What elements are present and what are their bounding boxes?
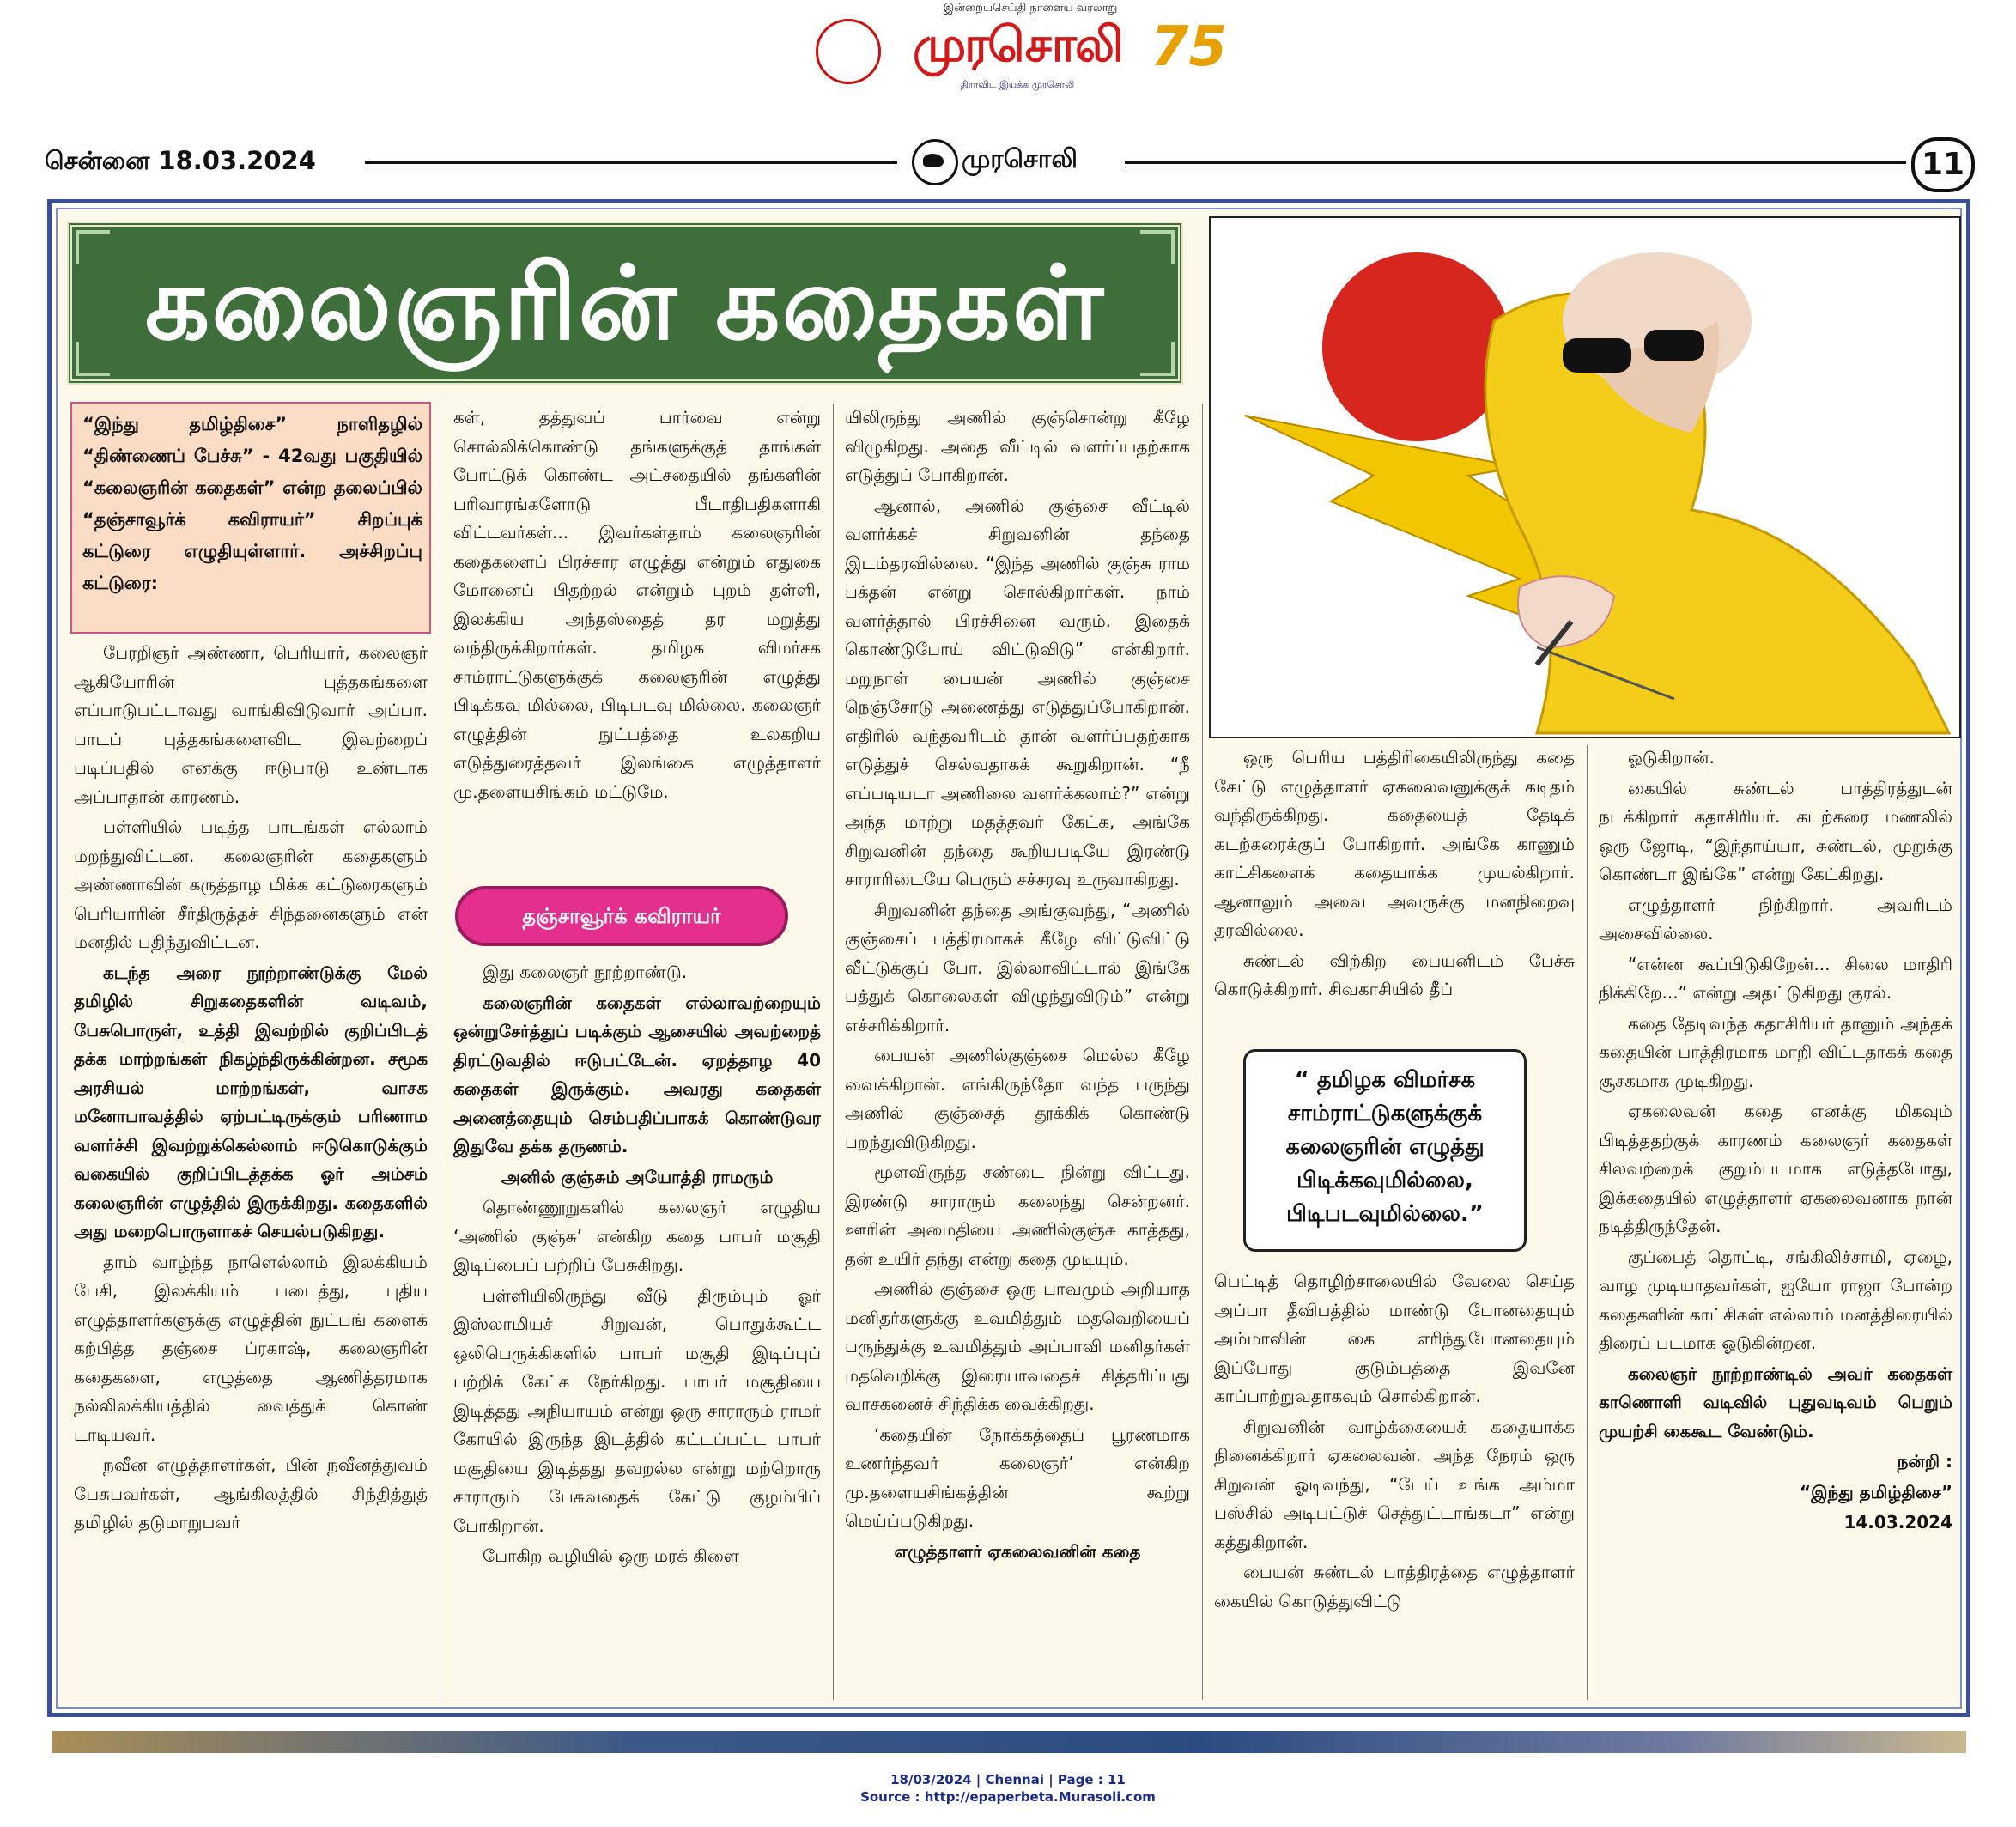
page-number: 11 — [1911, 137, 1975, 192]
paragraph: பையன் அணில்குஞ்சை மெல்ல கீழே வைக்கிறான். எங்கிருந்தோ வந்த பருந்து அணில் குஞ்சைத் தூக்கிக் கொண்டு பறந்துவிடுகிறது. — [845, 1045, 1190, 1152]
illustration-kalaignar — [1209, 216, 1961, 738]
paragraph: நவீன எழுத்தாளர்கள், பின் நவீனத்துவம் பேசுபவர்கள், ஆங்கிலத்தில் சிந்தித்துத் தமிழில் தடுமாறுபவர் — [74, 1454, 428, 1533]
masthead-subtitle: திராவிட இயக்க முரசொலி — [960, 79, 1075, 90]
paragraph: மூளவிருந்த சண்டை நின்று விட்டது. இரண்டு சாராரும் கலைந்து சென்றனர். ஊரின் அமைதியை அணில்குஞ்சு காத்தது, தன் உயிர் தந்து என்று கதை முடியும். — [845, 1162, 1190, 1269]
header-paper-name: முரசொலி — [962, 144, 1078, 174]
paragraph: குப்பைத் தொட்டி, சங்கிலிச்சாமி, ஏழை, வாழ முடியாதவர்கள், ஐயோ ராஜா போன்ற கதைகளின் காட்சிகள் எல்லாம் மனத்திரையில் திரைப் படமாக ஓடுகின்றன. — [1599, 1246, 1952, 1353]
subheading: அனில் குஞ்சும் அயோத்தி ராமரும் — [501, 1166, 774, 1187]
intro-text: “இந்து தமிழ்திசை” நாளிதழில் “திண்ணைப் பேச்சு” - 42வது பகுதியில் “கலைஞரின் கதைகள்” என்ற தலைப்பில் “தஞ்சாவூர்க் கவிராயர்” சிறப்புக் கட்டுரை எழுதியுள்ளார். அச்சிறப்பு கட்டுரை: — [82, 414, 422, 593]
article-title: கலைஞரின் கதைகள் — [144, 244, 1106, 362]
paragraph: ஆனால், அணில் குஞ்சை வீட்டில் வளர்க்கச் சிறுவனின் தந்தை இடம்தரவில்லை. “இந்த அணில் குஞ்சு ராம பக்தன் என்று சொல்கிறார்கள். நாம் வளர்த்தால் பிரச்சினை வரும். இதைக் கொண்டுபோய் விட்டுவிடு” என்கிறார். மறுநாள் பையன் அணில் குஞ்சை நெஞ்சோடு அணைத்து எடுத்துப்போகிறான். எதிரில் வந்தவரிடம் தான் வளர்ப்பதற்காக எடுத்துச் செல்வதாகக் கூறுகிறான். “நீ எப்படியடா அணிலை வளர்க்கலாம்?” என்று அந்த மாற்று மதத்தவர் கேட்க, அங்கே சிறுவனின் தந்தை கூறியபடியே இரண்டு சாராரிடையே பெரும் சச்சரவு உருவாகிறது. — [845, 495, 1190, 889]
footer-source-link[interactable]: Source : http://epaperbeta.Murasoli.com — [860, 1789, 1156, 1805]
masthead-title: முரசொலி — [913, 17, 1122, 73]
column-rule — [1587, 745, 1588, 1700]
article-column-2-top — [453, 404, 821, 808]
article-column-4-top — [1214, 744, 1575, 1006]
paragraph-bold: கடந்த அரை நூற்றாண்டுக்கு மேல் தமிழில் சிறுகதைகளின் வடிவம், பேசுபொருள், உத்தி இவற்றில் குறிப்பிடத் தக்க மாற்றங்கள் நிகழ்ந்திருக்கின்றன. சமூக அரசியல் மாற்றங்கள், வாசக மனோபாவத்தில் ஏற்பட்டிருக்கும் பரிணாம வளர்ச்சி இவற்றுக்கெல்லாம் ஈடுகொடுக்கும் வகையில் குறிப்பிடத்தக்க ஓர் அம்சம் கலைஞரின் எழுத்தில் இருக்கிறது. கதைகளில் அது மறைபொருளாகச் செயல்படுகிறது. — [74, 962, 428, 1241]
paragraph: “என்ன கூப்பிடுகிறேன்... சிலை மாதிரி நிக்கிறே...” என்று அதட்டுகிறது குரல். — [1599, 953, 1952, 1003]
credit-date: 14.03.2024 — [1843, 1512, 1952, 1533]
paragraph: போகிற வழியில் ஒரு மரக் கிளை — [483, 1545, 739, 1566]
paragraph: ஓடுகிறான். — [1628, 747, 1715, 768]
author-tag: தஞ்சாவூர்க் கவிராயர் — [455, 886, 788, 946]
masthead-tagline: இன்றையசெய்தி நாளைய வரலாறு — [943, 2, 1118, 15]
article-column-1 — [74, 639, 428, 1539]
emblem-icon — [912, 139, 958, 185]
paragraph-bold: கலைஞரின் கதைகள் எல்லாவற்றையும் ஒன்றுசேர்த்துப் படிக்கும் ஆசையில் அவற்றைத் திரட்டுவதில் ஈடுபட்டேன். ஏறத்தாழ 40 கதைகள் இருக்கும். அவரது கதைகள் அனைத்தையும் செம்பதிப்பாகக் கொண்டுவர இதுவே தக்க தருணம். — [453, 992, 821, 1156]
paragraph: சுண்டல் விற்கிற பையனிடம் பேச்சு கொடுக்கிறார். சிவகாசியில் தீப் — [1214, 950, 1575, 999]
paragraph: பேரறிஞர் அண்ணா, பெரியார், கலைஞர் ஆகியோரின் புத்தகங்களை எப்பாடுபட்டாவது வாங்கிவிடுவார் அப்பா. பாடப் புத்தகங்களைவிட இவற்றைப் படிப்பதில் எனக்கு ஈடுபாடு உண்டாக அப்பாதான் காரணம். — [74, 642, 428, 807]
credit-label: நன்றி : — [1897, 1451, 1952, 1472]
paragraph: கள், தத்துவப் பார்வை என்று சொல்லிக்கொண்டு தங்களுக்குத் தாங்கள் போட்டுக் கொண்ட அட்சதையில் தங்களின் பரிவாரங்களோடு பீடாதிபதிகளாகி விட்டவர்கள்... இவர்கள்தாம் கலைஞரின் கதைகளைப் பிரச்சார எழுத்து என்றும் எதுகை மோனைப் பிதற்றல் என்றும் புறம் தள்ளி, இலக்கிய அந்தஸ்தைத் தர மறுத்து வந்திருக்கிறார்கள். தமிழக விமர்சக சாம்ராட்டுகளுக்குக் கலைஞரின் எழுத்து பிடிக்கவு மில்லை, பிடிபடவு மில்லை. கலைஞர் எழுத்தின் நுட்பத்தை உலகறிய எடுத்துரைத்தவர் இலங்கை எழுத்தாளர் மு.தளையசிங்கம் மட்டுமே. — [453, 407, 821, 802]
paragraph: தாம் வாழ்ந்த நாளெல்லாம் இலக்கியம் பேசி, இலக்கியம் படைத்து, புதிய எழுத்தாளர்களுக்கு எழுத்தின் நுட்பங் களைக் கற்பித்த தஞ்சை ப்ரகாஷ், கலைஞரின் கதைகளை, எழுத்தை ஆணித்தரமாக நல்லிலக்கியத்தில் வைத்துக் கொண் டாடியவர். — [74, 1251, 428, 1445]
masthead-seal-icon — [816, 19, 881, 84]
footer-edition: 18/03/2024 | Chennai | Page : 11 — [890, 1772, 1126, 1788]
header-date: சென்னை 18.03.2024 — [45, 146, 316, 175]
subheading: எழுத்தாளர் ஏகலைவனின் கதை — [894, 1540, 1141, 1562]
paragraph: பெட்டித் தொழிற்சாலையில் வேலை செய்த அப்பா தீவிபத்தில் மாண்டு போனதையும் அம்மாவின் கை எரிந்துபோனதையும் இப்போது குடும்பத்தை இவனே காப்பாற்றுவதாகவும் சொல்கிறான். — [1214, 1271, 1575, 1406]
header-rule-left — [365, 161, 897, 167]
paragraph: யிலிருந்து அணில் குஞ்சொன்று கீழே விழுகிறது. அதை வீட்டில் வளர்ப்பதற்காக எடுத்துப் போகிறான். — [845, 407, 1190, 485]
pull-quote: “ தமிழக விமர்சக சாம்ராட்டுகளுக்குக் கலைஞரின் எழுத்து பிடிக்கவுமில்லை, பிடிபடவுமில்லை.” — [1243, 1049, 1527, 1252]
paragraph: பள்ளியில் படித்த பாடங்கள் எல்லாம் மறந்துவிட்டன. கலைஞரின் கதைகளும் அண்ணாவின் கருத்தாழ மிக்க கட்டுரைகளும் பெரியாரின் சீர்திருத்தச் சிந்தனைகளும் என் மனதில் பதிந்துவிட்டன. — [74, 816, 428, 952]
paragraph-bold: கலைஞர் நூற்றாண்டில் அவர் கதைகள் காணொளி வடிவில் புதுவடிவம் பெறும் முயற்சி கைகூட வேண்டும். — [1599, 1363, 1952, 1442]
paragraph: ஏகலைவன் கதை எனக்கு மிகவும் பிடித்ததற்குக் காரணம் கலைஞர் கதைகள் சிலவற்றைக் குறும்படமாக எடுத்தபோது, இக்கதையில் எழுத்தாளர் ஏகலைவனாக நான் நடித்திருந்தேன். — [1599, 1101, 1952, 1236]
portrait-sketch-icon — [1211, 218, 1959, 737]
header-rule-right — [1125, 161, 1906, 167]
column-rule — [1202, 404, 1203, 1700]
column-rule — [833, 404, 834, 1700]
decorative-strip — [52, 1731, 1966, 1753]
credit-source: “இந்து தமிழ்திசை” — [1799, 1481, 1952, 1502]
paragraph: சிறுவனின் தந்தை அங்குவந்து, “அணில் குஞ்சைப் பத்திரமாகக் கீழே விட்டுவிட்டு வீட்டுக்குப் போ. இல்லாவிட்டால் இங்கே பத்துக் கொலைகள் விழுந்துவிடும்” என்று எச்சரிக்கிறார். — [845, 899, 1190, 1035]
paragraph: தொண்ணூறுகளில் கலைஞர் எழுதிய ‘அணில் குஞ்சு’ என்கிற கதை பாபர் மசூதி இடிப்பைப் பற்றிப் பேசுகிறது. — [453, 1197, 821, 1275]
paragraph: ஒரு பெரிய பத்திரிகையிலிருந்து கதை கேட்டு எழுத்தாளர் ஏகலைவனுக்குக் கடிதம் வந்திருக்கிறது. கதையைத் தேடிக் கடற்கரைக்குப் போகிறார். அங்கே காணும் காட்சிகளைக் கதையாக்க முயல்கிறார். ஆனாலும் அவை அவருக்கு மனநிறைவு தரவில்லை. — [1214, 747, 1575, 940]
paragraph: எழுத்தாளர் நிற்கிறார். அவரிடம் அசைவில்லை. — [1599, 894, 1952, 944]
paragraph: சிறுவனின் வாழ்க்கையைக் கதையாக்க நினைக்கிறார் ஏகலைவன். அந்த நேரம் ஒரு சிறுவன் ஓடிவந்து, “டேய் உங்க அம்மா பஸ்சில் அடிபட்டுச் செத்துட்டாங்கடா” என்று கத்துகிறான். — [1214, 1416, 1575, 1552]
paragraph: பள்ளியிலிருந்து வீடு திரும்பும் ஓர் இஸ்லாமியச் சிறுவன், பொதுக்கூட்ட ஒலிபெருக்கிகளில் பாபர் மசூதி இடிப்புப் பற்றிக் கேட்க நேர்கிறது. பாபர் மசூதியை இடித்தது அநியாயம் என்று ஒரு சாராரும் ராமர் கோயில் இருந்த இடத்தில் கட்டப்பட்ட பாபர் மசூதியை இடித்தது தவறல்ல என்று மற்றொரு சாராரும் பேசுவதைக் கேட்டு குழம்பிப் போகிறான். — [453, 1284, 821, 1536]
paragraph: அணில் குஞ்சை ஒரு பாவமும் அறியாத மனிதர்களுக்கு உவமித்தும் மதவெறியைப் பருந்துக்கு உவமித்தும் அப்பாவி மனிதர்கள் மதவெறிக்கு இரையாவதைச் சித்தரிப்பது வாசகனைச் சிந்திக்க வைக்கிறது. — [845, 1278, 1190, 1414]
article-column-4-bottom — [1214, 1267, 1575, 1618]
article-column-5 — [1599, 744, 1952, 1539]
paragraph: ‘கதையின் நோக்கத்தைப் பூரணமாக உணர்ந்தவர் கலைஞர்’ என்கிற மு.தளையசிங்கத்தின் கூற்று மெய்ப்படுகிறது. — [845, 1423, 1190, 1531]
paragraph: கதை தேடிவந்த கதாசிரியர் தானும் அந்தக் கதையின் பாத்திரமாக மாறி விட்டதாகக் கதை சூசகமாக முடிகிறது. — [1599, 1012, 1952, 1091]
paragraph: இது கலைஞர் நூற்றாண்டு. — [483, 962, 688, 982]
article-column-3 — [845, 404, 1190, 1568]
paragraph: பையன் சுண்டல் பாத்திரத்தை எழுத்தாளர் கையில் கொடுத்துவிட்டு — [1214, 1562, 1575, 1612]
paragraph: கையில் சுண்டல் பாத்திரத்துடன் நடக்கிறார் கதாசிரியர். கடற்கரை மணலில் ஒரு ஜோடி, “இந்தாய்யா, சுண்டல், முறுக்கு கொண்டா இங்கே” என்று கேட்கிறது. — [1599, 777, 1952, 884]
article-column-2-bottom — [453, 958, 821, 1573]
anniversary-badge: 75 — [1151, 15, 1228, 79]
